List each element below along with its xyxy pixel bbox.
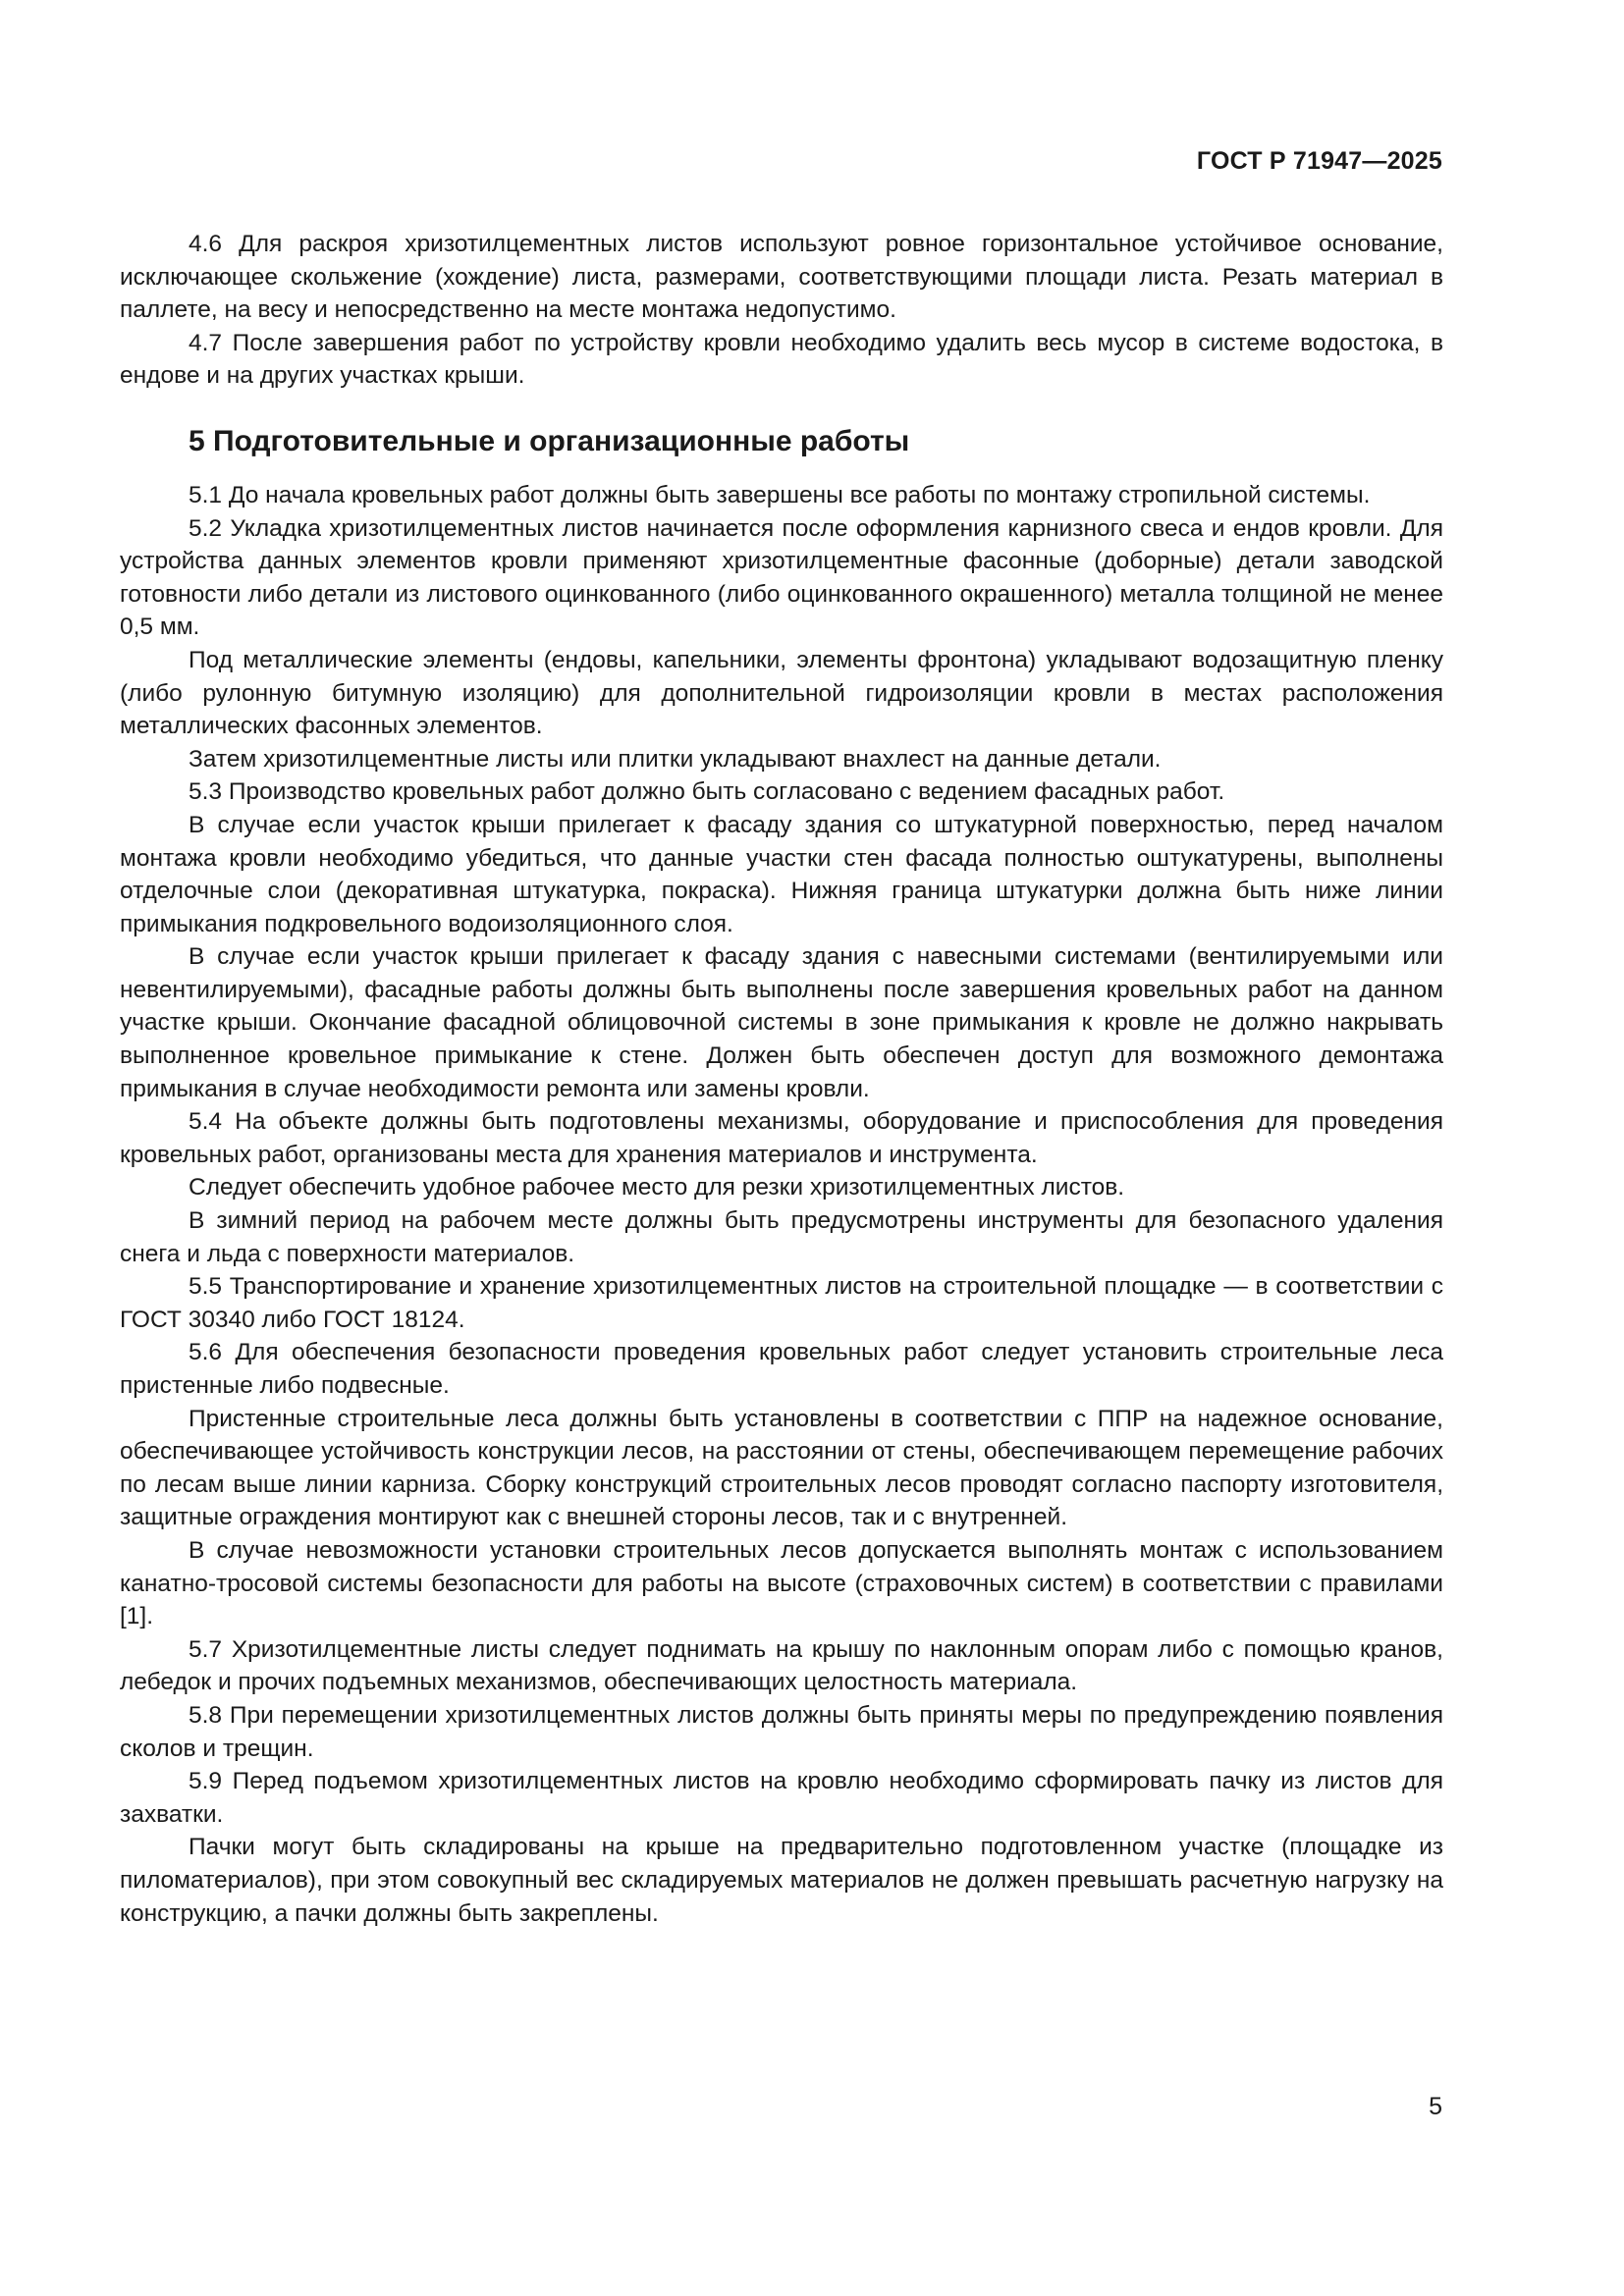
- paragraph: Затем хризотилцементные листы или плитки укладывают внахлест на данные детали.: [189, 745, 1162, 773]
- paragraph: Пачки могут быть складированы на крыше на предварительно подготовленном участке (площадке из пиломатериалов), при этом совокупный вес складируемых материалов не должен превышать расчетную нагрузку на конструкцию, а пачки должны быть закреплены.: [120, 1834, 1443, 1927]
- paragraph: В случае невозможности установки строительных лесов допускается выполнять монтаж с использованием канатно-тросовой системы безопасности для работы на высоте (страховочных систем) в соответствии с правилами [1].: [120, 1536, 1443, 1630]
- page-number: 5: [1429, 2093, 1442, 2120]
- paragraph: В случае если участок крыши прилегает к фасаду здания с навесными системами (вентилируемыми или невентилируемыми), фасадные работы должны быть выполнены после завершения кровельных работ на данном участке крыши. Окончание фасадной облицовочной системы в зоне примыкания к кровле не должно накрывать выполненное кровельное примыкание к стене. Должен быть обеспечен доступ для возможного демонтажа примыкания в случае необходимости ремонта или замены кровли.: [120, 943, 1443, 1102]
- paragraph: Под металлические элементы (ендовы, капельники, элементы фронтона) укладывают водозащитную пленку (либо рулонную битумную изоляцию) для дополнительной гидроизоляции кровли в местах расположения металлических фасонных элементов.: [120, 646, 1443, 740]
- paragraph-5-5: 5.5 Транспортирование и хранение хризотилцементных листов на строительной площадке — в соответствии с ГОСТ 30340 либо ГОСТ 18124.: [120, 1273, 1443, 1333]
- paragraph-5-9: 5.9 Перед подъемом хризотилцементных листов на кровлю необходимо сформировать пачку из листов для захватки.: [120, 1768, 1443, 1828]
- paragraph-5-8: 5.8 При перемещении хризотилцементных листов должны быть приняты меры по предупреждению появления сколов и трещин.: [120, 1701, 1443, 1762]
- paragraph: Следует обеспечить удобное рабочее место для резки хризотилцементных листов.: [189, 1174, 1125, 1201]
- paragraph: В зимний период на рабочем месте должны быть предусмотрены инструменты для безопасного удаления снега и льда с поверхности материалов.: [120, 1207, 1443, 1267]
- paragraph-5-3: 5.3 Производство кровельных работ должно быть согласовано с ведением фасадных работ.: [189, 778, 1225, 806]
- document-code: ГОСТ Р 71947—2025: [1196, 147, 1442, 175]
- paragraph-5-1: 5.1 До начала кровельных работ должны быть завершены все работы по монтажу стропильной системы.: [189, 481, 1371, 508]
- paragraph: Пристенные строительные леса должны быть установлены в соответствии с ППР на надежное основание, обеспечивающее устойчивость конструкции лесов, на расстоянии от стены, обеспечивающем перемещение рабочих по лесам выше линии карниза. Сборку конструкций строительных лесов проводят согласно паспорту изготовителя, защитные ограждения монтируют как с внешней стороны лесов, так и с внутренней.: [120, 1405, 1443, 1531]
- page-body: [120, 228, 1443, 1930]
- paragraph-4-6: 4.6 Для раскроя хризотилцементных листов используют ровное горизонтальное устойчивое основание, исключающее скольжение (хождение) листа, размерами, соответствующими площади листа. Резать материал в паллете, на весу и непосредственно на месте монтажа недопустимо.: [120, 231, 1443, 324]
- paragraph-5-6: 5.6 Для обеспечения безопасности проведения кровельных работ следует установить строительные леса пристенные либо подвесные.: [120, 1339, 1443, 1399]
- section-heading: 5 Подготовительные и организационные работы: [189, 424, 910, 457]
- paragraph: В случае если участок крыши прилегает к фасаду здания со штукатурной поверхностью, перед началом монтажа кровли необходимо убедиться, что данные участки стен фасада полностью оштукатурены, выполнены отделочные слои (декоративная штукатурка, покраска). Нижняя граница штукатурки должна быть ниже линии примыкания подкровельного водоизоляционного слоя.: [120, 811, 1443, 937]
- paragraph-4-7: 4.7 После завершения работ по устройству кровли необходимо удалить весь мусор в системе водостока, в ендове и на других участках крыши.: [120, 329, 1443, 390]
- paragraph-5-2: 5.2 Укладка хризотилцементных листов начинается после оформления карнизного свеса и ендов кровли. Для устройства данных элементов кровли применяют хризотилцементные фасонные (доборные) детали заводской готовности либо детали из листового оцинкованного (либо оцинкованного окрашенного) металла толщиной не менее 0,5 мм.: [120, 514, 1443, 641]
- paragraph-5-4: 5.4 На объекте должны быть подготовлены механизмы, оборудование и приспособления для проведения кровельных работ, организованы места для хранения материалов и инструмента.: [120, 1108, 1443, 1168]
- paragraph-5-7: 5.7 Хризотилцементные листы следует поднимать на крышу по наклонным опорам либо с помощью кранов, лебедок и прочих подъемных механизмов, обеспечивающих целостность материала.: [120, 1635, 1443, 1696]
